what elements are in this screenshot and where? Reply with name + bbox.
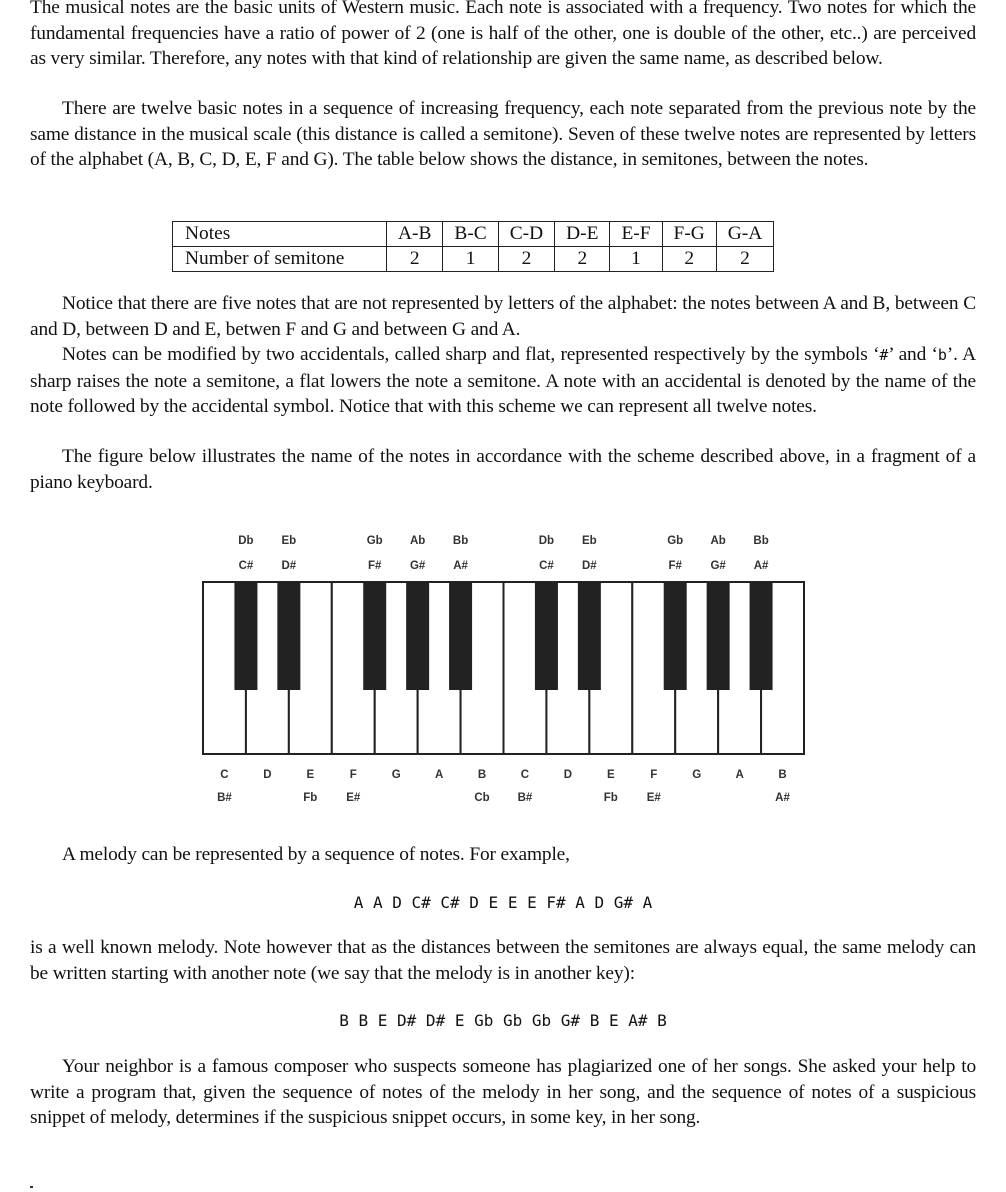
white-key-label: C bbox=[520, 769, 530, 781]
accidentals-text-c: ’. A sharp raises the note a semitone, a flat lowers the note a semitone. A note with an accidental is denoted by the name of the note followed by the accidental symbol. Notice that with this scheme we can represent all twelve notes. bbox=[30, 344, 976, 417]
black-key bbox=[363, 582, 386, 690]
accidentals-text-b: ’ and ‘ bbox=[888, 344, 938, 365]
white-key-alt-label: E# bbox=[346, 792, 361, 804]
table-value-cell: 2 bbox=[716, 247, 773, 272]
black-key-sharp-label: F# bbox=[368, 560, 382, 572]
melody-original: A A D C# C# D E E E F# A D G# A bbox=[353, 893, 653, 912]
table-interval-cell: D-E bbox=[555, 222, 610, 247]
white-key-label: G bbox=[692, 769, 702, 781]
black-key bbox=[664, 582, 687, 690]
black-key-sharp-label: D# bbox=[281, 560, 297, 572]
table-value-cell: 2 bbox=[555, 247, 610, 272]
flat-symbol: b bbox=[937, 346, 947, 364]
white-key-label: E bbox=[606, 769, 615, 781]
white-key-label: A bbox=[735, 769, 744, 781]
black-key-sharp-label: C# bbox=[539, 560, 554, 572]
black-key bbox=[535, 582, 558, 690]
paragraph-task: Your neighbor is a famous composer who suspects someone has plagiarized one of her songs. She asked your help to write a program that, given the sequence of notes of the melody in her song, and the sequence of notes of a suspicious snippet of melody, determines if the suspicious snippet occurs, in some key, in her song. bbox=[30, 1056, 976, 1128]
table-header-label: Notes bbox=[173, 222, 387, 247]
table-interval-cell: G-A bbox=[716, 222, 773, 247]
black-key-flat-label: Ab bbox=[710, 535, 726, 547]
table-interval-cell: A-B bbox=[387, 222, 443, 247]
white-key-label: F bbox=[650, 769, 658, 781]
page-footer-mark bbox=[30, 1186, 33, 1188]
paragraph-intro: The musical notes are the basic units of Western music. Each note is associated with a frequency. Two notes for which the fundamental frequencies have a ratio of power of 2 (one is half of the other, one is double of the other, etc..) are perceived as very similar. Therefore, any notes with that kind of relationship are given the same name, as described below. bbox=[30, 0, 976, 69]
table-value-cell: 2 bbox=[498, 247, 554, 272]
white-key-alt-label: B# bbox=[517, 792, 533, 804]
white-key-alt-label: Fb bbox=[603, 792, 618, 804]
paragraph-figure-intro: The figure below illustrates the name of the notes in accordance with the scheme described above, in a fragment of a piano keyboard. bbox=[30, 446, 976, 493]
white-key-label: D bbox=[563, 769, 573, 781]
sharp-symbol: # bbox=[879, 346, 889, 364]
paragraph-key-change: is a well known melody. Note however that as the distances between the semitones are always equal, the same melody can be written starting with another note (we say that the melody is in another key): bbox=[30, 937, 976, 984]
white-key-alt-label: Fb bbox=[303, 792, 318, 804]
table-interval-cell: B-C bbox=[443, 222, 498, 247]
white-key-alt-label: A# bbox=[775, 792, 790, 804]
black-key-flat-label: Eb bbox=[582, 535, 597, 547]
black-key-sharp-label: C# bbox=[238, 560, 254, 572]
table-interval-cell: E-F bbox=[610, 222, 662, 247]
table-value-cell: 1 bbox=[443, 247, 498, 272]
black-key-flat-label: Db bbox=[238, 535, 254, 547]
accidentals-text-a: Notes can be modified by two accidentals, called sharp and flat, represented respectively by the symbols ‘ bbox=[62, 344, 880, 365]
white-key-label: D bbox=[263, 769, 272, 781]
paragraph-unnamed-notes: Notice that there are five notes that are not represented by letters of the alphabet: the notes between A and B, between C and D, between D and E, betwen F and G and between G and A. bbox=[30, 293, 976, 340]
white-key-label: B bbox=[477, 769, 487, 781]
white-key-label: B bbox=[778, 769, 787, 781]
table-value-cell: 2 bbox=[662, 247, 716, 272]
white-key-label: F bbox=[349, 769, 357, 781]
paragraph-melody-intro: A melody can be represented by a sequence of notes. For example, bbox=[62, 844, 570, 865]
table-interval-cell: F-G bbox=[662, 222, 716, 247]
white-key-label: C bbox=[220, 769, 229, 781]
black-key-flat-label: Db bbox=[538, 535, 555, 547]
white-key-label: G bbox=[391, 769, 401, 781]
black-key bbox=[750, 582, 773, 690]
white-key-alt-label: E# bbox=[646, 792, 661, 804]
black-key bbox=[277, 582, 300, 690]
black-key-flat-label: Ab bbox=[409, 535, 426, 547]
white-key-alt-label: B# bbox=[217, 792, 232, 804]
black-key-sharp-label: A# bbox=[453, 560, 468, 572]
black-key-flat-label: Bb bbox=[452, 535, 469, 547]
black-key-sharp-label: G# bbox=[710, 560, 726, 572]
paragraph-twelve-notes: There are twelve basic notes in a sequence of increasing frequency, each note separated from the previous note by the same distance in the musical scale (this distance is called a semitone). Seven of these twelve notes are represented by letters of the alphabet (A, B, C, D, E, F and G). The table below shows the distance, in semitones, between the notes. bbox=[30, 98, 976, 170]
table-value-cell: 2 bbox=[387, 247, 443, 272]
melody-transposed: B B E D# D# E Gb Gb Gb G# B E A# B bbox=[339, 1011, 667, 1030]
table-row-label: Number of semitone bbox=[173, 247, 387, 272]
black-key bbox=[234, 582, 257, 690]
table-interval-cell: C-D bbox=[498, 222, 554, 247]
black-key-flat-label: Gb bbox=[366, 535, 383, 547]
white-key-alt-label: Cb bbox=[474, 792, 490, 804]
black-key-flat-label: Eb bbox=[281, 535, 297, 547]
black-key-sharp-label: D# bbox=[582, 560, 597, 572]
black-key-sharp-label: A# bbox=[753, 560, 769, 572]
black-key bbox=[406, 582, 429, 690]
white-key-label: E bbox=[306, 769, 315, 781]
black-key-flat-label: Bb bbox=[753, 535, 769, 547]
table-value-cell: 1 bbox=[610, 247, 662, 272]
black-key bbox=[449, 582, 472, 690]
black-key-sharp-label: G# bbox=[409, 560, 426, 572]
black-key-sharp-label: F# bbox=[668, 560, 682, 572]
black-key bbox=[707, 582, 730, 690]
black-key bbox=[578, 582, 601, 690]
black-key-flat-label: Gb bbox=[667, 535, 684, 547]
white-key-label: A bbox=[434, 769, 444, 781]
